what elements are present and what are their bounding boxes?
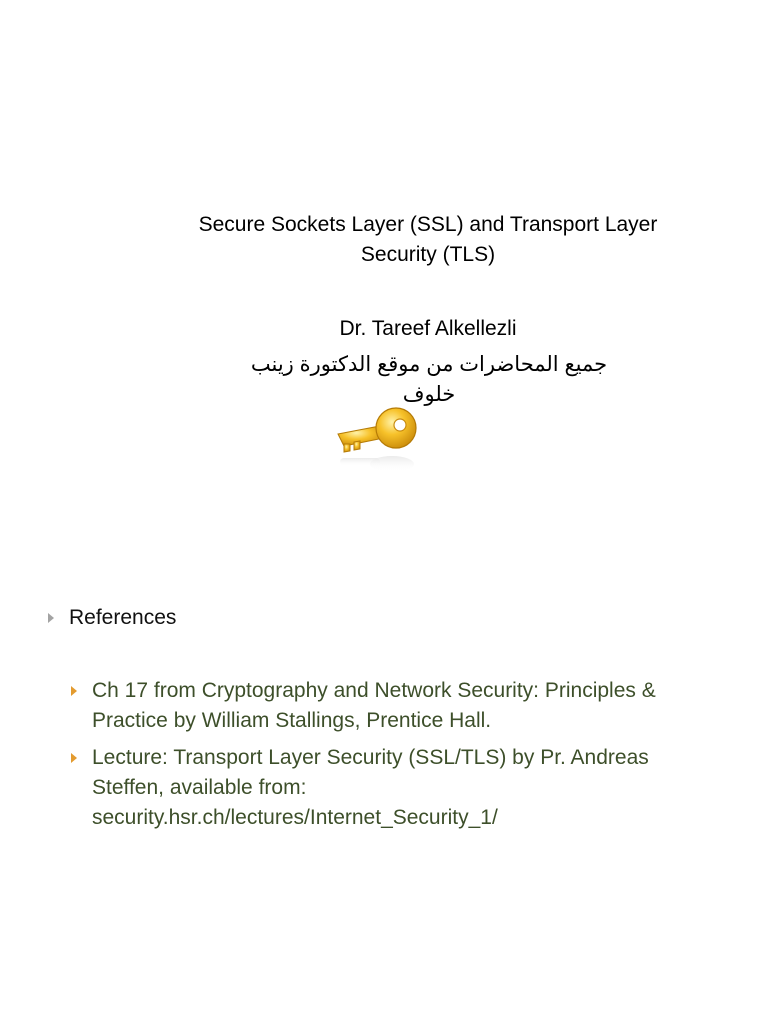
references-bullet-icon (48, 613, 54, 623)
reference-2-bullet-icon (71, 753, 77, 763)
arabic-note: جميع المحاضرات من موقع الدكتورة زينب خلوف (250, 353, 608, 406)
reference-1-bullet-icon (71, 686, 77, 696)
key-icon (334, 398, 420, 478)
reference-1-line-1: Ch 17 from Cryptography and Network Security: Principles & (92, 679, 656, 702)
reference-2-line-1: Lecture: Transport Layer Security (SSL/TLS) by Pr. Andreas (92, 746, 649, 769)
title-line-1: Secure Sockets Layer (SSL) and Transport Layer (198, 213, 658, 236)
reference-item-2 (92, 743, 752, 833)
reference-item-1 (92, 676, 752, 736)
reference-2-line-3: security.hsr.ch/lectures/Internet_Security_1/ (92, 806, 498, 829)
slide-title (0, 210, 768, 270)
references-heading: References (69, 606, 177, 629)
reference-1-line-2: Practice by William Stallings, Prentice Hall. (92, 709, 492, 732)
author-name: Dr. Tareef Alkellezli (339, 317, 517, 340)
reference-2-line-2: Steffen, available from: (92, 776, 307, 799)
title-line-2: Security (TLS) (360, 243, 496, 266)
